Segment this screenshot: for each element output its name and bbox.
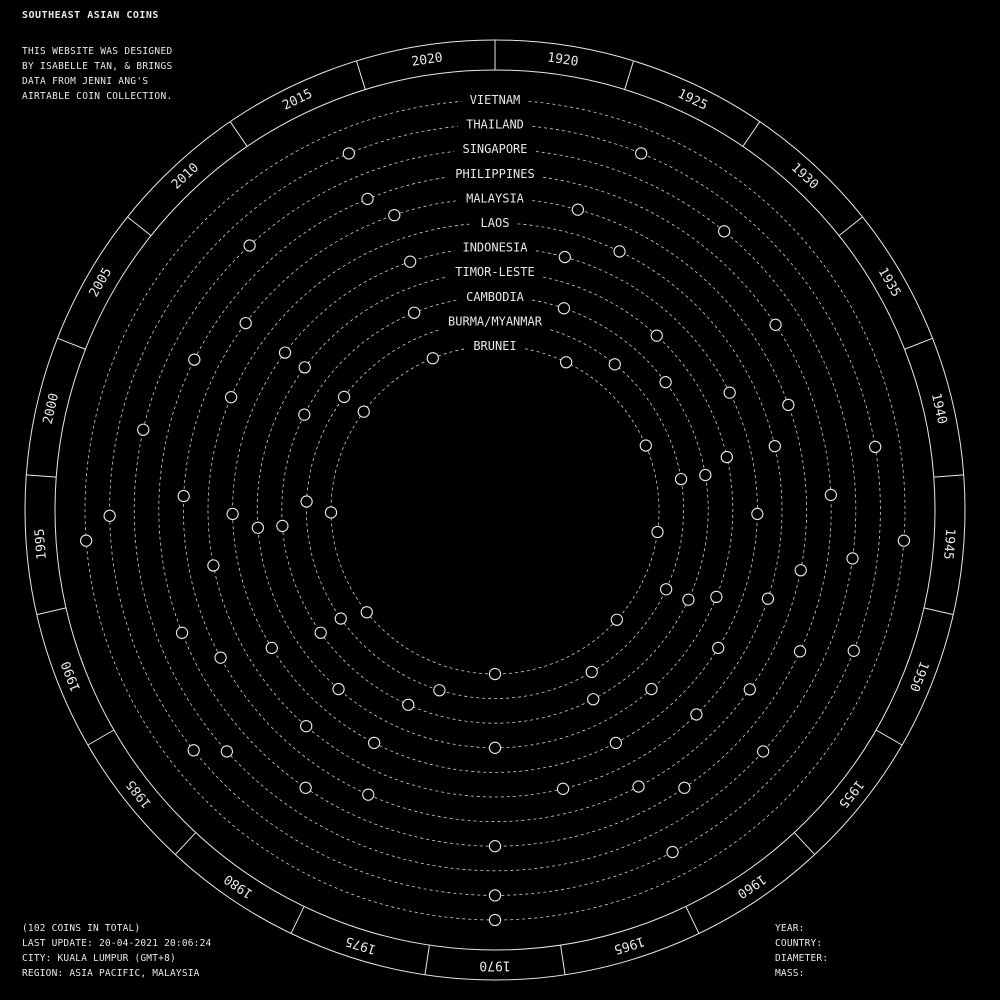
year-label-2015: 2015 (280, 86, 315, 114)
coin-marker[interactable] (794, 646, 805, 657)
country-labels (448, 93, 543, 353)
coin-marker[interactable] (208, 560, 219, 571)
track-brunei (331, 349, 659, 674)
year-label-1920: 1920 (546, 50, 580, 70)
year-label-1990: 1990 (58, 658, 85, 694)
coin-marker[interactable] (301, 721, 312, 732)
year-divider (743, 122, 760, 147)
coin-marker[interactable] (652, 526, 663, 537)
year-ring (25, 40, 965, 980)
coin-marker[interactable] (325, 507, 336, 518)
description-line: BY ISABELLE TAN, & BRINGS (22, 61, 173, 72)
coin-marker[interactable] (713, 642, 724, 653)
coin-marker[interactable] (719, 226, 730, 237)
year-label-1950: 1950 (905, 658, 932, 694)
coin-marker[interactable] (279, 347, 290, 358)
coin-marker[interactable] (636, 148, 647, 159)
coin-marker[interactable] (266, 642, 277, 653)
coin-marker[interactable] (610, 737, 621, 748)
country-label-indonesia: INDONESIA (462, 240, 528, 255)
coin-marker[interactable] (614, 246, 625, 257)
year-divider (876, 730, 902, 745)
year-label-1945: 1945 (940, 527, 958, 561)
coin-marker[interactable] (434, 685, 445, 696)
coin-marker[interactable] (683, 594, 694, 605)
year-divider (57, 338, 85, 349)
track-burma-myanmar (306, 330, 683, 699)
year-divider (934, 475, 964, 477)
site-title: SOUTHEAST ASIAN COINS (22, 10, 159, 21)
coin-marker[interactable] (315, 627, 326, 638)
year-divider (230, 122, 247, 147)
coin-marker[interactable] (403, 699, 414, 710)
coin-marker[interactable] (277, 520, 288, 531)
coin-marker[interactable] (586, 666, 597, 677)
coin-info-panel (775, 921, 828, 981)
country-label-cambodia: CAMBODIA (466, 289, 524, 304)
coin-marker[interactable] (675, 474, 686, 485)
year-label-2000: 2000 (40, 391, 63, 426)
coin-marker[interactable] (609, 359, 620, 370)
year-divider (356, 61, 365, 90)
year-divider (175, 833, 195, 855)
coin-marker[interactable] (559, 251, 570, 262)
year-label-1995: 1995 (32, 527, 50, 561)
country-label-burma-myanmar: BURMA/MYANMAR (448, 314, 542, 329)
coin-marker[interactable] (363, 789, 374, 800)
country-label-brunei: BRUNEI (473, 339, 517, 353)
coin-marker[interactable] (557, 783, 568, 794)
year-divider (37, 608, 66, 615)
coin-marker[interactable] (178, 490, 189, 501)
coin-marker[interactable] (335, 613, 346, 624)
coin-marker[interactable] (299, 362, 310, 373)
coin-marker[interactable] (758, 746, 769, 757)
coin-marker[interactable] (825, 489, 836, 500)
coin-marker[interactable] (667, 846, 678, 857)
coin-marker[interactable] (660, 377, 671, 388)
year-label-1955: 1955 (835, 776, 867, 811)
coin-marker[interactable] (572, 204, 583, 215)
coin-marker[interactable] (389, 210, 400, 221)
coin-marker[interactable] (769, 441, 780, 452)
coin-marker[interactable] (795, 565, 806, 576)
coin-marker[interactable] (489, 841, 500, 852)
info-country: COUNTRY: (775, 938, 823, 949)
coin-marker[interactable] (721, 451, 732, 462)
coin-marker[interactable] (358, 406, 369, 417)
coin-marker[interactable] (724, 387, 735, 398)
coin-marker[interactable] (489, 914, 500, 925)
country-label-malaysia: MALAYSIA (466, 191, 524, 206)
coin-marker[interactable] (301, 496, 312, 507)
coin-marker[interactable] (770, 319, 781, 330)
coin-marker[interactable] (848, 645, 859, 656)
year-label-1925: 1925 (675, 86, 710, 114)
year-label-1985: 1985 (123, 776, 155, 811)
coin-marker[interactable] (361, 607, 372, 618)
coin-marker[interactable] (700, 469, 711, 480)
year-divider (924, 608, 953, 615)
coin-marker[interactable] (409, 307, 420, 318)
country-label-thailand: THAILAND (466, 117, 524, 132)
coin-marker[interactable] (561, 357, 572, 368)
info-diameter: DIAMETER: (775, 953, 829, 964)
year-label-1980: 1980 (221, 870, 256, 901)
coin-marker[interactable] (338, 391, 349, 402)
year-label-2020: 2020 (410, 50, 444, 70)
coin-marker[interactable] (588, 694, 599, 705)
footer-meta (22, 921, 211, 981)
coin-marker[interactable] (244, 240, 255, 251)
coin-marker[interactable] (333, 683, 344, 694)
country-label-laos: LAOS (480, 216, 510, 230)
year-divider (291, 906, 304, 933)
coin-marker[interactable] (489, 890, 500, 901)
coin-marker[interactable] (611, 614, 622, 625)
coin-marker[interactable] (427, 353, 438, 364)
year-divider (625, 61, 634, 90)
coin-marker[interactable] (104, 510, 115, 521)
year-divider (26, 475, 56, 477)
coin-marker[interactable] (405, 256, 416, 267)
year-divider (794, 833, 814, 855)
year-divider (128, 217, 151, 236)
coin-marker[interactable] (489, 668, 500, 679)
coin-marker[interactable] (300, 782, 311, 793)
coin-marker[interactable] (343, 148, 354, 159)
description-line: THIS WEBSITE WAS DESIGNED (22, 46, 173, 57)
last-update: LAST UPDATE: 20-04-2021 20:06:24 (22, 938, 212, 949)
coin-marker[interactable] (240, 317, 251, 328)
coin-marker[interactable] (558, 303, 569, 314)
year-divider (561, 945, 565, 975)
year-divider (839, 217, 862, 236)
info-year: YEAR: (775, 923, 805, 934)
year-label-1935: 1935 (874, 265, 904, 300)
coin-marker[interactable] (362, 193, 373, 204)
country-label-singapore: SINGAPORE (462, 142, 528, 157)
coin-marker[interactable] (633, 781, 644, 792)
year-label-1970: 1970 (479, 957, 511, 973)
coin-marker[interactable] (188, 745, 199, 756)
coin-marker[interactable] (138, 424, 149, 435)
coin-marker[interactable] (847, 553, 858, 564)
region: REGION: ASIA PACIFIC, MALAYSIA (22, 968, 200, 979)
year-label-1940: 1940 (927, 391, 950, 426)
coin-marker[interactable] (762, 593, 773, 604)
year-label-2010: 2010 (168, 160, 203, 193)
city: CITY: KUALA LUMPUR (GMT+8) (22, 953, 176, 964)
year-divider (905, 338, 933, 349)
year-label-1965: 1965 (611, 933, 647, 957)
coin-marker[interactable] (215, 652, 226, 663)
coin-marker[interactable] (252, 522, 263, 533)
country-label-vietnam: VIETNAM (469, 93, 521, 107)
coin-marker[interactable] (661, 584, 672, 595)
year-divider (88, 730, 114, 745)
year-divider (425, 945, 429, 975)
year-divider (686, 906, 699, 933)
year-label-1975: 1975 (343, 933, 379, 957)
country-label-philippines: PHILIPPINES (455, 166, 535, 181)
track-singapore (134, 152, 856, 871)
track-indonesia (233, 251, 758, 773)
coin-marker[interactable] (898, 535, 909, 546)
coin-marker[interactable] (489, 742, 500, 753)
track-cambodia (282, 300, 708, 723)
country-label-timor-leste: TIMOR-LESTE (455, 265, 535, 280)
description-line: AIRTABLE COIN COLLECTION. (22, 91, 173, 102)
year-label-1930: 1930 (787, 160, 822, 193)
year-label-1960: 1960 (734, 870, 769, 901)
coin-marker[interactable] (640, 440, 651, 451)
info-mass: MASS: (775, 968, 805, 979)
coin-marker[interactable] (369, 737, 380, 748)
description-line: DATA FROM JENNI ANG'S (22, 76, 149, 87)
coin-marker[interactable] (752, 508, 763, 519)
coin-marker[interactable] (221, 746, 232, 757)
coin-marker[interactable] (176, 627, 187, 638)
coin-marker[interactable] (870, 441, 881, 452)
coin-marker[interactable] (646, 683, 657, 694)
coin-marker[interactable] (679, 782, 690, 793)
coin-marker[interactable] (744, 684, 755, 695)
coin-marker[interactable] (711, 591, 722, 602)
coin-marker[interactable] (189, 354, 200, 365)
coin-marker[interactable] (299, 409, 310, 420)
year-label-2005: 2005 (86, 265, 116, 300)
coin-marker[interactable] (651, 330, 662, 341)
outer-ring (25, 40, 965, 980)
coin-marker[interactable] (691, 709, 702, 720)
coin-marker[interactable] (227, 508, 238, 519)
coin-total: (102 COINS IN TOTAL) (22, 923, 141, 934)
coin-marker[interactable] (81, 535, 92, 546)
coin-marker[interactable] (225, 392, 236, 403)
coin-marker[interactable] (783, 399, 794, 410)
